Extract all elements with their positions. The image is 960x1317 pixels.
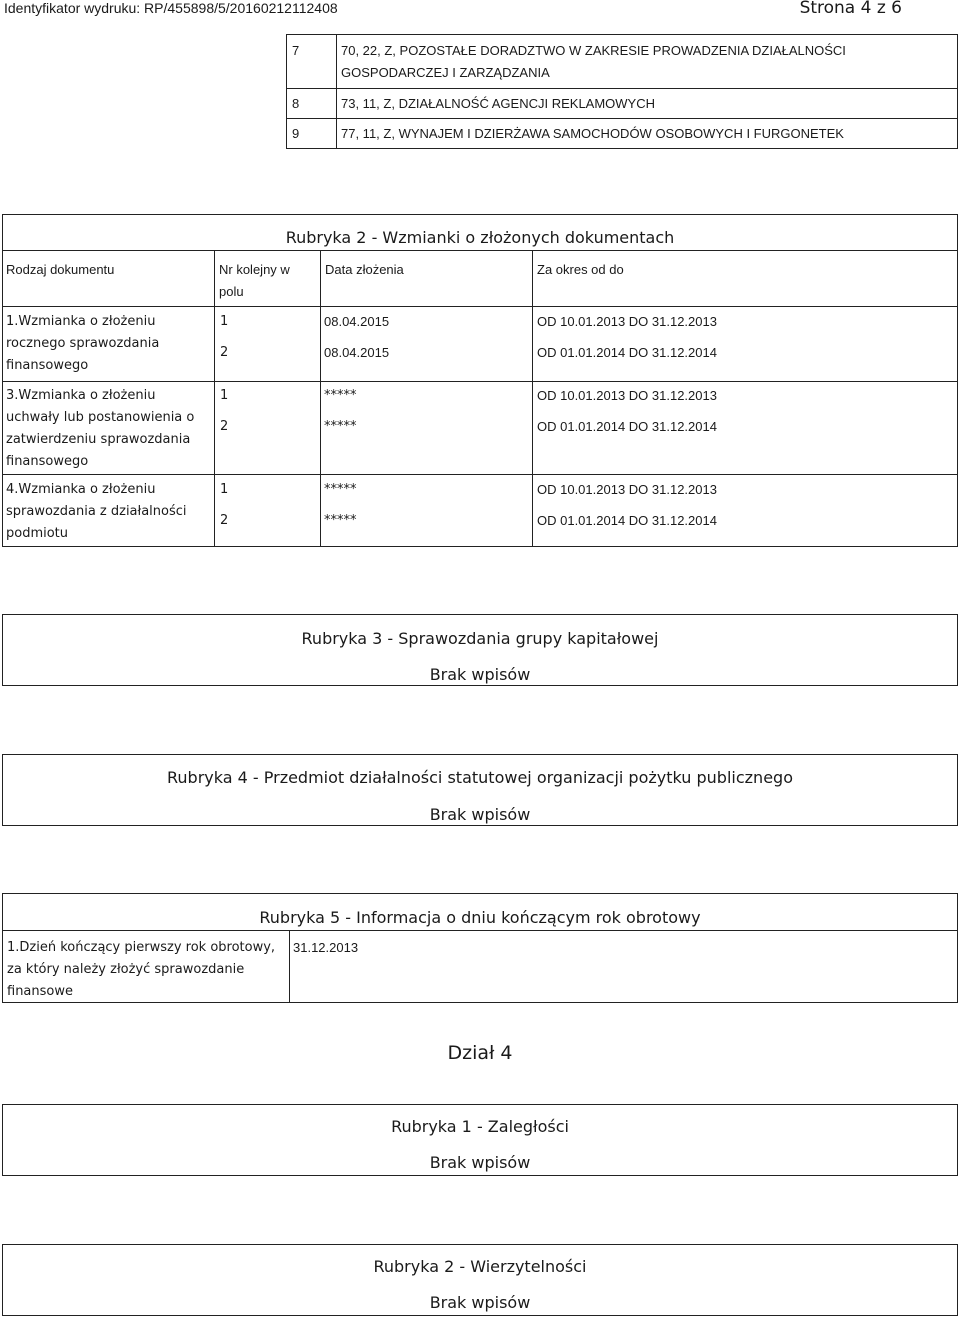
- entry-number: 2: [220, 419, 229, 434]
- period: OD 10.01.2013 DO 31.12.2013: [537, 314, 717, 329]
- period: OD 10.01.2013 DO 31.12.2013: [537, 388, 717, 403]
- activity-text: 77, 11, Z, WYNAJEM I DZIERŻAWA SAMOCHODÓW OSOBOWYCH I FURGONETEK: [341, 126, 844, 141]
- filing-date: *****: [324, 388, 357, 403]
- rubryka3-title: Rubryka 3 - Sprawozdania grupy kapitałowej: [301, 629, 659, 648]
- activity-num: 7: [292, 43, 300, 58]
- rubryka2-title: Rubryka 2 - Wzmianki o złożonych dokumentach: [285, 228, 675, 247]
- rubryka3-value: Brak wpisów: [429, 665, 531, 684]
- entry-number: 2: [220, 513, 229, 528]
- dzial4-rubryka1-box: [2, 1104, 958, 1176]
- dzial4-rubryka1-title: Rubryka 1 - Zaległości: [391, 1117, 569, 1136]
- period: OD 01.01.2014 DO 31.12.2014: [537, 513, 717, 528]
- page-number: Strona 4 z 6: [799, 0, 902, 18]
- period: OD 01.01.2014 DO 31.12.2014: [537, 345, 717, 360]
- rubryka3-box: [2, 614, 958, 686]
- rubryka5-box: [2, 893, 958, 1003]
- section-title: Dział 4: [447, 1042, 513, 1064]
- document-type: 4.Wzmianka o złożeniu sprawozdania z działalności podmiotu: [6, 482, 187, 541]
- activity-text: 73, 11, Z, DZIAŁALNOŚĆ AGENCJI REKLAMOWYCH: [341, 96, 656, 111]
- column-header: Data złożenia: [325, 262, 404, 277]
- filing-date: *****: [324, 513, 357, 528]
- entry-number: 1: [220, 314, 229, 329]
- dzial4-rubryka1-value: Brak wpisów: [429, 1153, 531, 1172]
- column-header: Rodzaj dokumentu: [6, 262, 115, 277]
- document-type: 3.Wzmianka o złożeniu uchwały lub postanowienia o zatwierdzeniu sprawozdania finansowego: [6, 388, 195, 469]
- fiscal-year-label: 1.Dzień kończący pierwszy rok obrotowy, za który należy złożyć sprawozdanie finansowe: [7, 940, 276, 999]
- entry-number: 2: [220, 345, 229, 360]
- dzial4-rubryka2-box: [2, 1244, 958, 1316]
- rubryka5-title: Rubryka 5 - Informacja o dniu kończącym rok obrotowy: [259, 908, 701, 927]
- filing-date: 08.04.2015: [324, 345, 390, 360]
- print-id: Identyfikator wydruku: RP/455898/5/20160212112408: [4, 0, 338, 16]
- filing-date: *****: [324, 419, 357, 434]
- column-header: Nr kolejny w polu: [219, 262, 290, 299]
- activity-num: 9: [292, 126, 300, 141]
- activity-num: 8: [292, 96, 300, 111]
- period: OD 01.01.2014 DO 31.12.2014: [537, 419, 717, 434]
- dzial4-rubryka2-title: Rubryka 2 - Wierzytelności: [373, 1257, 587, 1276]
- period: OD 10.01.2013 DO 31.12.2013: [537, 482, 717, 497]
- activity-text: 70, 22, Z, POZOSTAŁE DORADZTWO W ZAKRESIE PROWADZENIA DZIAŁALNOŚCI GOSPODARCZEJ I ZARZĄDZANIA: [341, 43, 846, 80]
- dzial4-rubryka2-value: Brak wpisów: [429, 1293, 531, 1312]
- document-type: 1.Wzmianka o złożeniu rocznego sprawozdania finansowego: [6, 314, 160, 373]
- entry-number: 1: [220, 482, 229, 497]
- filing-date: 08.04.2015: [324, 314, 390, 329]
- rubryka4-value: Brak wpisów: [429, 805, 531, 824]
- column-header: Za okres od do: [537, 262, 624, 277]
- rubryka4-title: Rubryka 4 - Przedmiot działalności statutowej organizacji pożytku publicznego: [167, 768, 793, 787]
- entry-number: 1: [220, 388, 229, 403]
- fiscal-year-end: 31.12.2013: [293, 940, 359, 955]
- filing-date: *****: [324, 482, 357, 497]
- rubryka4-box: [2, 754, 958, 826]
